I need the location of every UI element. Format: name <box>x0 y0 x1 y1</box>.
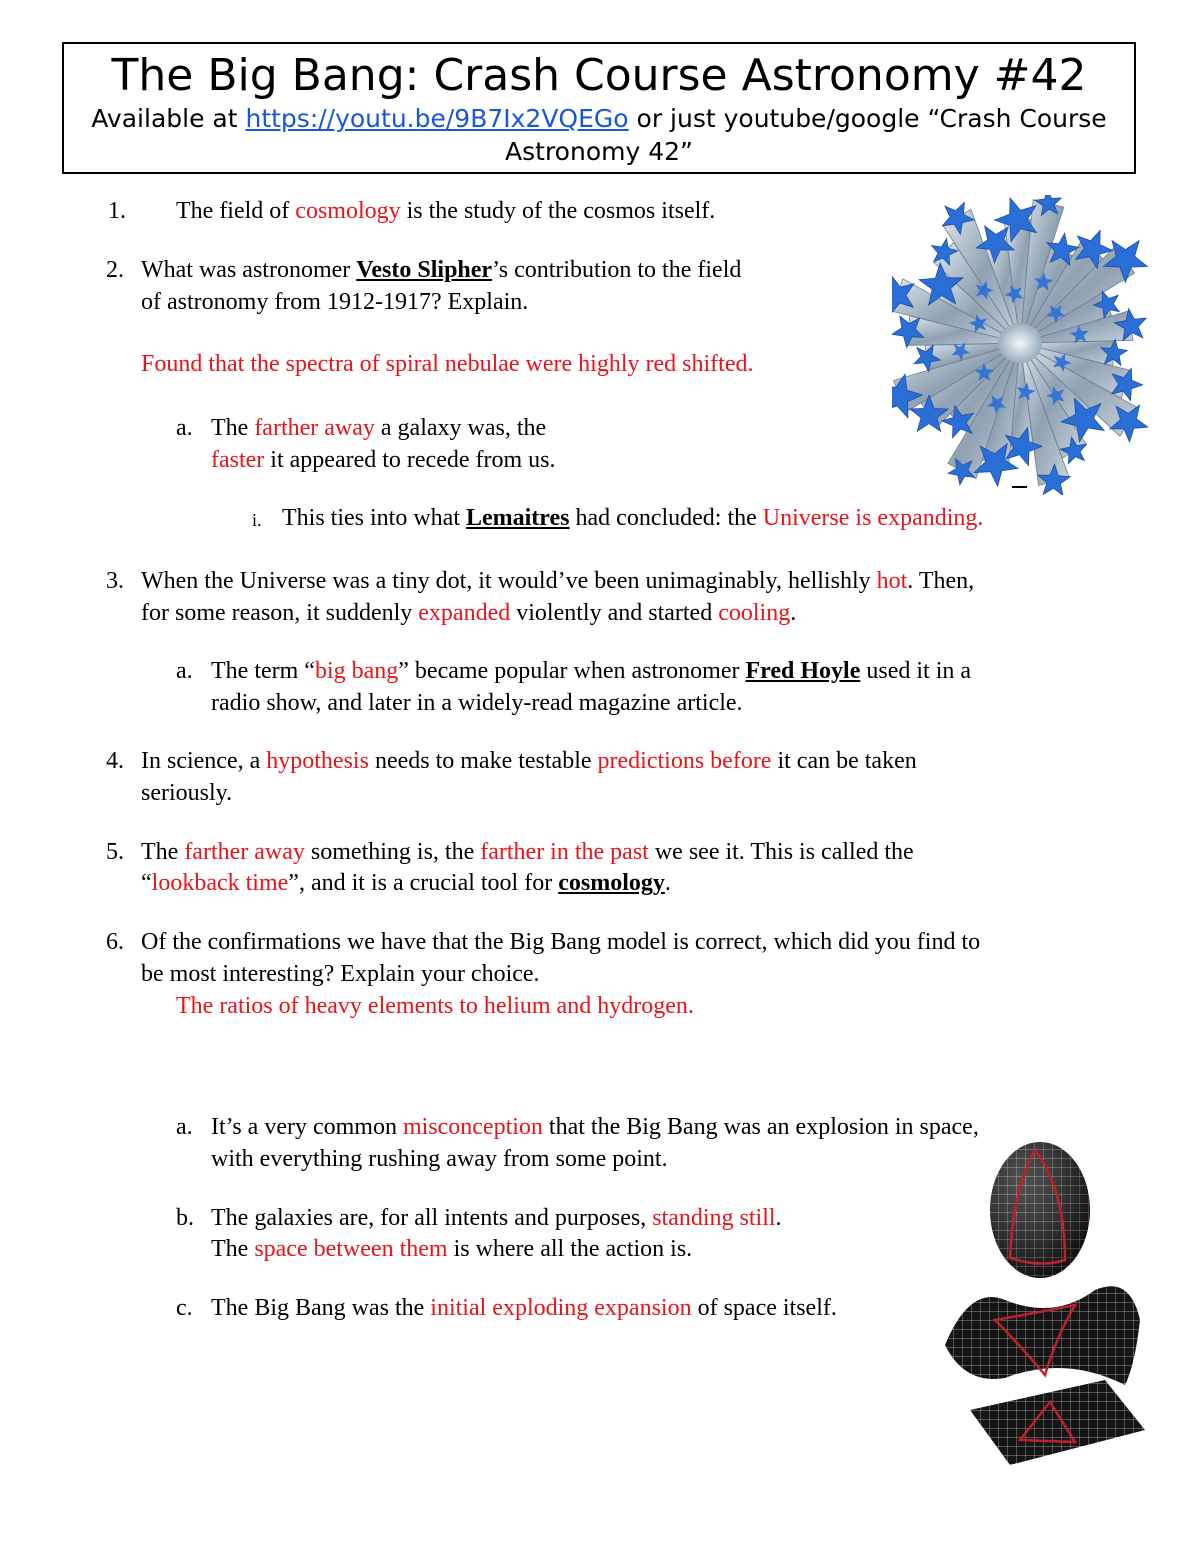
q1-number: 1. <box>108 198 126 224</box>
q5-line2: “lookback time”, and it is a crucial tool for cosmology. <box>141 870 671 896</box>
q3a-marker: a. <box>176 658 193 684</box>
available-suffix: or just youtube/google “Crash Course Astronomy 42” <box>505 104 1107 166</box>
q2-number: 2. <box>106 257 124 283</box>
q5-number: 5. <box>106 839 124 865</box>
q6a-marker: a. <box>176 1114 193 1140</box>
q2-answer: Found that the spectra of spiral nebulae were highly red shifted. <box>141 351 754 377</box>
q2a-line1: The farther away a galaxy was, the <box>211 415 547 441</box>
q6b-line1: The galaxies are, for all intents and purposes, standing still. <box>211 1205 782 1231</box>
q2-name: Vesto Slipher <box>356 257 493 283</box>
q6c-marker: c. <box>176 1295 193 1321</box>
q6b-line2: The space between them is where all the action is. <box>211 1236 693 1262</box>
q4-line1: In science, a hypothesis needs to make testable predictions before it can be taken <box>141 748 917 774</box>
q3-line1: When the Universe was a tiny dot, it would’ve been unimaginably, hellishly hot. Then, <box>141 568 975 594</box>
q6a-line1: It’s a very common misconception that the Big Bang was an explosion in space, <box>211 1114 979 1140</box>
flat-geometry-plane <box>970 1380 1145 1465</box>
q3-number: 3. <box>106 568 124 594</box>
q2i-marker: i. <box>252 510 262 530</box>
q6-line1: Of the confirmations we have that the Big Bang model is correct, which did you find to <box>141 929 981 955</box>
available-prefix: Available at <box>91 104 246 133</box>
q4-line2: seriously. <box>141 780 233 806</box>
q6b-marker: b. <box>176 1205 194 1231</box>
q5-term: cosmology <box>558 870 665 896</box>
q2-line1: What was astronomer Vesto Slipher’s contribution to the field <box>141 257 742 283</box>
q2i-name: Lemaitres <box>465 505 570 531</box>
video-link[interactable]: https://youtu.be/9B7Ix2VQEGo <box>245 104 629 133</box>
q5-line1: The farther away something is, the farther in the past we see it. This is called the <box>141 839 914 865</box>
q6-number: 6. <box>106 929 124 955</box>
q2-line2: of astronomy from 1912-1917? Explain. <box>141 289 529 315</box>
q6-line2: be most interesting? Explain your choice. <box>141 961 540 987</box>
q4-number: 4. <box>106 748 124 774</box>
title-subtitle <box>64 102 1134 168</box>
burst-core <box>998 323 1042 363</box>
star-burst-illustration <box>892 195 1162 495</box>
title-box <box>62 42 1136 174</box>
q6a-line2: with everything rushing away from some point. <box>211 1146 668 1172</box>
q1-text: The field of cosmology is the study of the cosmos itself. <box>176 198 716 224</box>
open-geometry-saddle <box>945 1286 1140 1385</box>
q3-line2: for some reason, it suddenly expanded violently and started cooling. <box>141 600 797 626</box>
q2i-line: This ties into what Lemaitres had concluded: the Universe is expanding. <box>282 505 984 531</box>
q2a-line2: faster it appeared to recede from us. <box>211 447 556 473</box>
universe-geometry-illustration <box>935 1140 1150 1480</box>
q6-answer: The ratios of heavy elements to helium and hydrogen. <box>176 993 694 1019</box>
q3a-name: Fred Hoyle <box>745 658 861 684</box>
q3a-line1: The term “big bang” became popular when astronomer Fred Hoyle used it in a <box>211 658 972 684</box>
q3a-line2: radio show, and later in a widely-read magazine article. <box>211 690 743 716</box>
closed-geometry-sphere <box>990 1142 1090 1278</box>
q1-answer: cosmology <box>295 198 401 224</box>
page-title: The Big Bang: Crash Course Astronomy #42 <box>111 50 1087 101</box>
q6c-line: The Big Bang was the initial exploding expansion of space itself. <box>211 1295 837 1321</box>
q2a-marker: a. <box>176 415 193 441</box>
